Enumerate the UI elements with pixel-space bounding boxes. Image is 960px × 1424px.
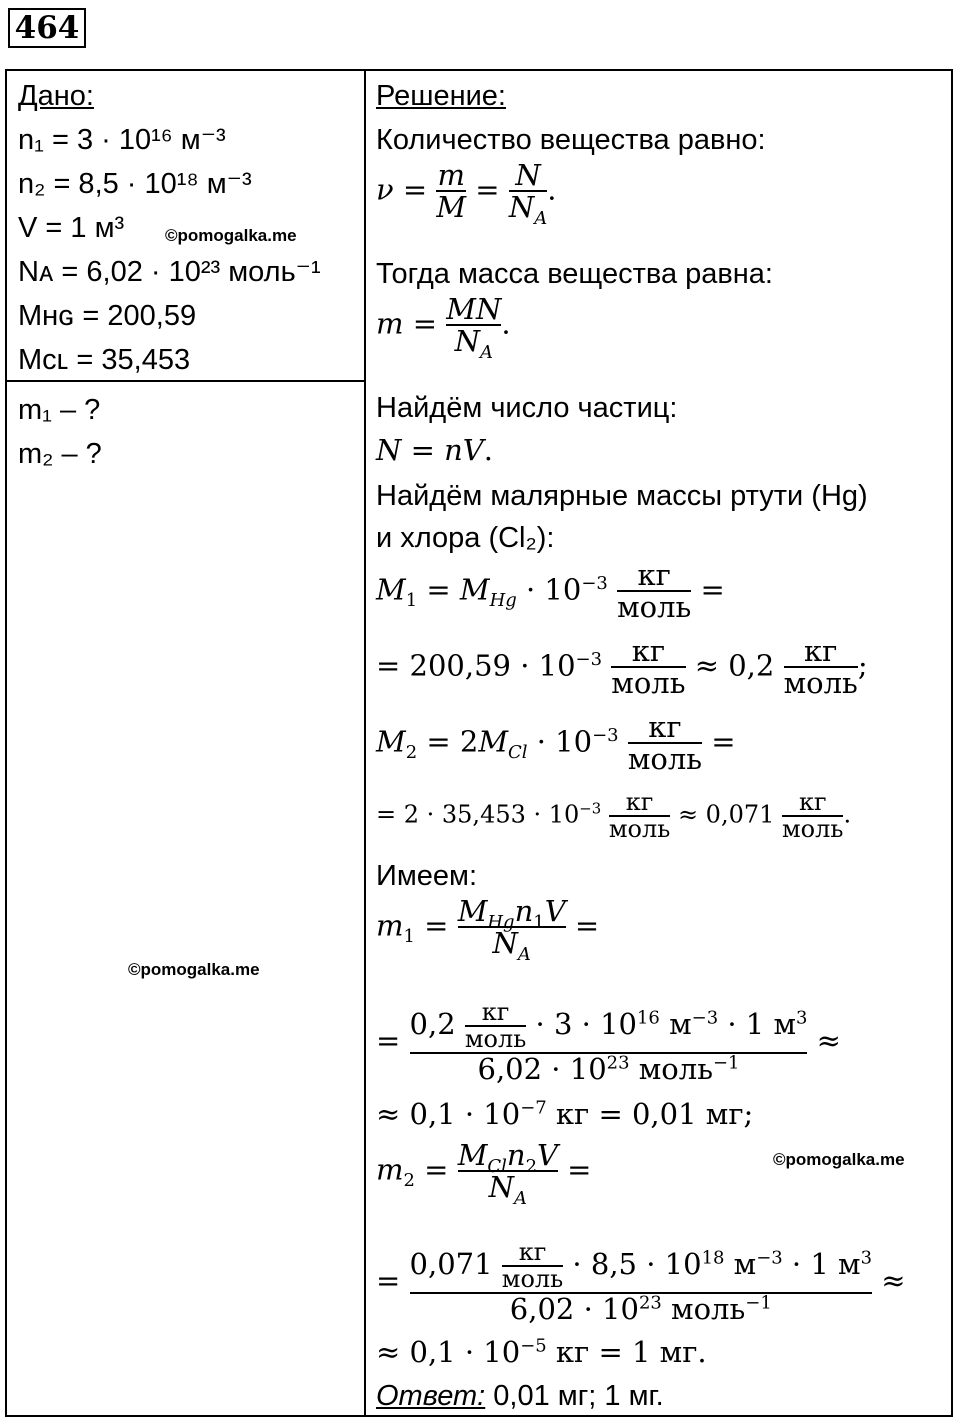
given-n1: n₁ = 3 · 10¹⁶ м⁻³ xyxy=(18,124,226,156)
formula-m1-value: = $200,59 \cdot 10^{-3}$ $\frac{кг}{\text{моль}}$ ≈ 0,2 $\frac{кг}{\text{моль}}$ ; xyxy=(376,634,868,701)
given-mhg: Mʜɢ = 200,59 xyxy=(18,300,197,332)
given-find-divider xyxy=(5,380,366,382)
formula-m1-calc: = 0,2 $\frac{кг}{\text{моль}}$ · $3 \cdot 10^{16}$ $м^{-3} \cdot 1$ $м^3$ $6,02 \cdot 10^{23}$ моль$^{-1}$ ≈ xyxy=(376,998,841,1087)
formula-m1-molar: $M_1 = M_{Hg} \cdot 10^{-3}$ $\frac{кг}{\text{моль}}$ = xyxy=(376,558,725,625)
given-n2: n₂ = 8,5 · 10¹⁸ м⁻³ xyxy=(18,168,252,200)
formula-m2-value: = $2 \cdot 35,453 \cdot 10^{-3}$ $\frac{кг}{\text{моль}}$ ≈ 0,071 $\frac{кг}{\text{моль}}$ . xyxy=(376,788,852,844)
watermark: ©pomogalka.me xyxy=(773,1150,905,1169)
given-avogadro: Nᴀ = 6,02 · 10²³ моль⁻¹ xyxy=(18,256,321,288)
column-divider xyxy=(364,69,366,1417)
answer xyxy=(376,1378,664,1414)
formula-m2-result: ≈ $0,1 \cdot 10^{-5}$ кг = 1 мг. xyxy=(376,1335,707,1369)
problem-number: 464 xyxy=(8,8,86,48)
given-volume: V = 1 м³ xyxy=(18,212,125,244)
find-m1: m₁ – ? xyxy=(18,394,101,426)
formula-m1: $m_1$ = $\frac{M_{Hg}n_1V}{N_A}$ = xyxy=(376,894,600,966)
solution-line: Имеем: xyxy=(376,860,478,892)
solution-line: Тогда масса вещества равна: xyxy=(376,258,773,290)
answer-label: Ответ: xyxy=(376,1380,486,1412)
solution-line: Найдём число частиц: xyxy=(376,392,678,424)
given-mcl: Mᴄʟ = 35,453 xyxy=(18,344,191,376)
solution-line: Найдём малярные массы ртути (Hg) xyxy=(376,480,868,512)
formula-m2: $m_2$ = $\frac{M_{Cl}n_2V}{N_A}$ = xyxy=(376,1138,592,1210)
solution-title: Решение: xyxy=(376,80,506,112)
watermark: ©pomogalka.me xyxy=(128,960,260,979)
formula-particles: N = nV. xyxy=(376,433,493,467)
formula-m2-calc: = 0,071 $\frac{кг}{\text{моль}}$ · $8,5 \cdot 10^{18}$ $м^{-3} \cdot 1$ $м^3$ $6,02 \cdot 10^{23}$ моль$^{-1}$ ≈ xyxy=(376,1238,906,1327)
watermark: ©pomogalka.me xyxy=(165,226,297,245)
formula-m2-molar: $M_2 = 2M_{Cl} \cdot 10^{-3}$ $\frac{кг}{\text{моль}}$ = xyxy=(376,710,736,777)
solution-line: Количество вещества равно: xyxy=(376,124,766,156)
formula-m1-result: ≈ $0,1 \cdot 10^{-7}$ кг = 0,01 мг; xyxy=(376,1097,754,1131)
formula-amount: ν = $\frac{m}{M}$ = $\frac{N}{N_A}$ . xyxy=(376,158,557,230)
find-m2: m₂ – ? xyxy=(18,438,102,470)
answer-text: 0,01 мг; 1 мг. xyxy=(485,1380,664,1412)
given-title: Дано: xyxy=(18,80,94,112)
formula-mass: m = $\frac{MN}{N_A}$ . xyxy=(376,292,511,364)
solution-line: и хлора (Cl₂): xyxy=(376,522,555,554)
